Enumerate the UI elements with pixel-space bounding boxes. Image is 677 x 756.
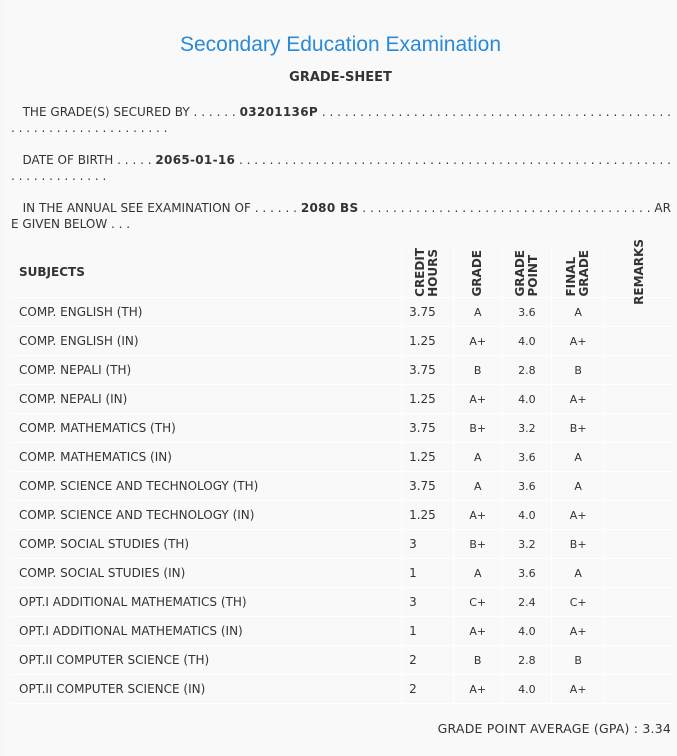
remarks-cell: [605, 675, 673, 704]
grade-cell: A: [453, 443, 502, 472]
credit-hours-cell: 3.75: [402, 414, 454, 443]
page-title: Secondary Education Examination: [179, 33, 502, 56]
subject-cell: COMP. ENGLISH (IN): [11, 327, 402, 356]
grade-cell: A+: [453, 501, 502, 530]
grade-point-cell: 3.6: [502, 443, 552, 472]
subject-cell: COMP. SOCIAL STUDIES (TH): [11, 530, 402, 559]
table-row: [11, 472, 673, 501]
credit-hours-cell: 1: [402, 617, 454, 646]
grade-point-cell: 4.0: [502, 385, 552, 414]
remarks-cell: [605, 472, 673, 501]
subject-cell: COMP. MATHEMATICS (IN): [11, 443, 402, 472]
credit-hours-cell: 3: [402, 588, 454, 617]
header-remarks: [605, 239, 673, 305]
subject-cell: COMP. MATHEMATICS (TH): [11, 414, 402, 443]
table-row: [11, 298, 673, 327]
final-grade-cell: A: [552, 559, 605, 588]
remarks-cell: [605, 559, 673, 588]
subject-cell: COMP. ENGLISH (TH): [11, 298, 402, 327]
table-row: [11, 530, 673, 559]
grade-cell: C+: [453, 588, 502, 617]
subject-cell: OPT.I ADDITIONAL MATHEMATICS (TH): [11, 588, 402, 617]
subject-cell: OPT.I ADDITIONAL MATHEMATICS (IN): [11, 617, 402, 646]
table-row: [11, 646, 673, 675]
table-row: [11, 559, 673, 588]
header-credit-hours: [402, 246, 454, 298]
table-row: [11, 356, 673, 385]
page-subtitle: GRADE-SHEET: [289, 70, 392, 85]
grade-point-cell: 3.2: [502, 414, 552, 443]
grade-point-cell: 4.0: [502, 617, 552, 646]
table-row: [11, 385, 673, 414]
remarks-cell: [605, 385, 673, 414]
final-grade-cell: A: [552, 443, 605, 472]
grade-point-cell: 3.6: [502, 559, 552, 588]
remarks-cell: [605, 588, 673, 617]
grade-cell: B: [453, 356, 502, 385]
grade-point-cell: 4.0: [502, 327, 552, 356]
credit-hours-cell: 1.25: [402, 443, 454, 472]
header-grade-label: GRADE: [470, 250, 485, 297]
table-header-row: [11, 246, 673, 298]
grade-cell: A+: [453, 327, 502, 356]
exam-label: IN THE ANNUAL SEE EXAMINATION OF . . . . . .: [22, 201, 297, 215]
credit-hours-cell: 1: [402, 559, 454, 588]
remarks-cell: [605, 356, 673, 385]
grade-cell: B: [453, 646, 502, 675]
remarks-cell: [605, 646, 673, 675]
final-grade-cell: C+: [552, 588, 605, 617]
table-row: [11, 588, 673, 617]
final-grade-cell: B: [552, 646, 605, 675]
table-row: [11, 675, 673, 704]
grade-point-cell: 2.4: [502, 588, 552, 617]
grade-rows: [11, 298, 673, 704]
header-final-grade-label: FINAL GRADE: [564, 250, 592, 297]
secured-by-dots: . . . . . . . . . . . . . . . . . . . . . . . . . . . . . . . . . . . . . . . . . . . . . . . . . . . . . . . . . . . . . . . . . . .: [11, 105, 672, 135]
header-credit-hours-label: CREDIT HOURS: [413, 248, 441, 297]
final-grade-cell: A+: [552, 501, 605, 530]
credit-hours-cell: 3: [402, 530, 454, 559]
header-final-grade: [552, 246, 605, 298]
final-grade-cell: B: [552, 356, 605, 385]
dob-value: 2065-01-16: [155, 153, 236, 167]
grades-table: [11, 239, 673, 704]
header-grade-point-label: GRADE POINT: [512, 250, 540, 297]
credit-hours-cell: 1.25: [402, 501, 454, 530]
grade-point-cell: 2.8: [502, 356, 552, 385]
table-row: [11, 327, 673, 356]
table-row: [11, 617, 673, 646]
remarks-cell: [605, 327, 673, 356]
grade-cell: A+: [453, 675, 502, 704]
subject-cell: OPT.II COMPUTER SCIENCE (IN): [11, 675, 402, 704]
final-grade-cell: A+: [552, 675, 605, 704]
final-grade-cell: A+: [552, 327, 605, 356]
gpa-summary: GRADE POINT AVERAGE (GPA) : 3.34: [437, 721, 671, 736]
subject-cell: COMP. SOCIAL STUDIES (IN): [11, 559, 402, 588]
dob-dots: . . . . . . . . . . . . . . . . . . . . . . . . . . . . . . . . . . . . . . . . . . . . . . . . . . . . . . . . . . . . . . . . . . . . . .: [11, 153, 671, 183]
final-grade-cell: B+: [552, 530, 605, 559]
credit-hours-cell: 3.75: [402, 298, 454, 327]
grade-point-cell: 4.0: [502, 501, 552, 530]
header-remarks-label: REMARKS: [631, 239, 646, 305]
table-row: [11, 501, 673, 530]
grade-cell: A: [453, 472, 502, 501]
secured-by-label: THE GRADE(S) SECURED BY . . . . . .: [22, 105, 236, 119]
remarks-cell: [605, 414, 673, 443]
table-row: [11, 443, 673, 472]
secured-by-line: [11, 104, 671, 136]
final-grade-cell: A+: [552, 385, 605, 414]
final-grade-cell: A: [552, 472, 605, 501]
subject-cell: COMP. SCIENCE AND TECHNOLOGY (IN): [11, 501, 402, 530]
grade-point-cell: 4.0: [502, 675, 552, 704]
grade-point-cell: 2.8: [502, 646, 552, 675]
grade-point-cell: 3.2: [502, 530, 552, 559]
header-grade: [453, 246, 502, 298]
header-subjects: SUBJECTS: [11, 246, 402, 298]
grade-cell: A: [453, 559, 502, 588]
remarks-cell: [605, 501, 673, 530]
date-of-birth-line: [11, 152, 671, 184]
exam-tail: . . . . . . . . . . . . . . . . . . . . . . . . . . . . . . . . . . . . . . ARE GIVEN BELOW . . .: [11, 201, 671, 231]
final-grade-cell: A: [552, 298, 605, 327]
secured-by-value: 03201136P: [239, 105, 318, 119]
subject-cell: COMP. NEPALI (TH): [11, 356, 402, 385]
final-grade-cell: B+: [552, 414, 605, 443]
credit-hours-cell: 3.75: [402, 472, 454, 501]
grade-cell: A: [453, 298, 502, 327]
final-grade-cell: A+: [552, 617, 605, 646]
subject-cell: OPT.II COMPUTER SCIENCE (TH): [11, 646, 402, 675]
credit-hours-cell: 3.75: [402, 356, 454, 385]
grade-point-cell: 3.6: [502, 298, 552, 327]
remarks-cell: [605, 617, 673, 646]
credit-hours-cell: 2: [402, 675, 454, 704]
grade-cell: A+: [453, 617, 502, 646]
credit-hours-cell: 2: [402, 646, 454, 675]
credit-hours-cell: 1.25: [402, 385, 454, 414]
dob-label: DATE OF BIRTH . . . . .: [22, 153, 152, 167]
grade-cell: B+: [453, 530, 502, 559]
grade-cell: B+: [453, 414, 502, 443]
remarks-cell: [605, 443, 673, 472]
remarks-cell: [605, 530, 673, 559]
subject-cell: COMP. SCIENCE AND TECHNOLOGY (TH): [11, 472, 402, 501]
credit-hours-cell: 1.25: [402, 327, 454, 356]
grade-cell: A+: [453, 385, 502, 414]
subject-cell: COMP. NEPALI (IN): [11, 385, 402, 414]
grade-point-cell: 3.6: [502, 472, 552, 501]
header-grade-point: [502, 246, 552, 298]
exam-line: [11, 200, 671, 232]
table-row: [11, 414, 673, 443]
exam-value: 2080 BS: [300, 201, 359, 215]
